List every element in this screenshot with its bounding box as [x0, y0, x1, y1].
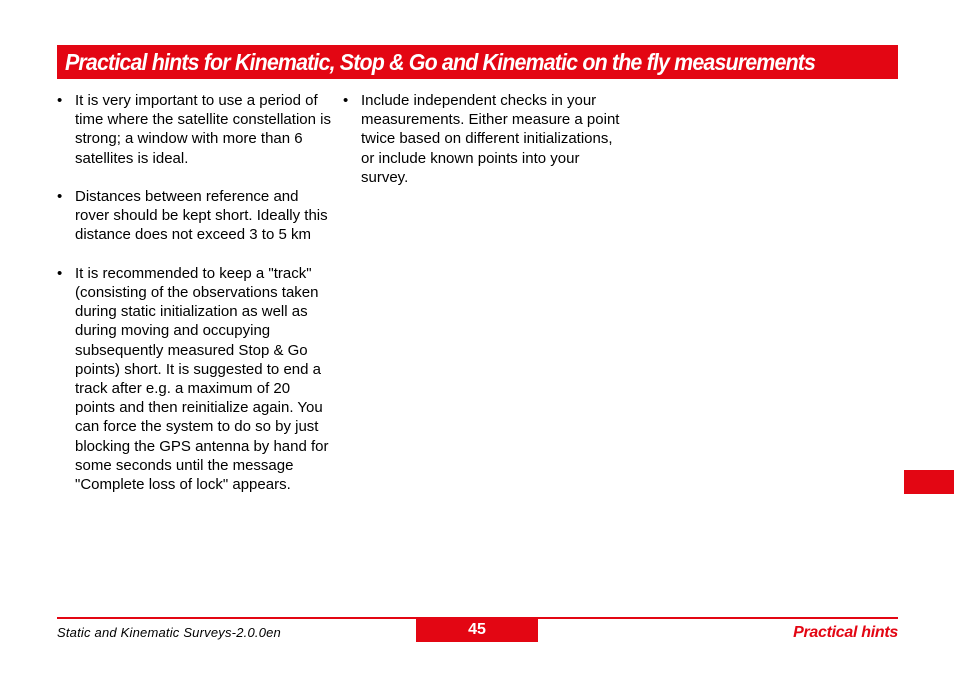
list-item-text: Distances between reference and rover should be kept short. Ideally this distance does not exceed 3 to 5 km: [75, 188, 328, 244]
title-bar: [57, 45, 898, 79]
bullet-icon: •: [343, 92, 349, 109]
list-item: [57, 91, 332, 168]
bullet-icon: •: [57, 188, 63, 205]
middle-column: [343, 91, 623, 206]
list-item: [57, 187, 332, 245]
list-item-text: It is recommended to keep a "track" (consisting of the observations taken during static initialization as well as during moving and occupying subsequently measured Stop & Go points) short. It is suggested to end a track after e.g. a maximum of 20 points and then reinitialize again. You can force the system to do so by just blocking the GPS antenna by hand for some seconds until the message "Complete loss of lock" appears.: [75, 264, 329, 494]
left-column: [57, 91, 332, 513]
footer-section-name: Practical hints: [793, 624, 898, 641]
page-number: 45: [416, 619, 538, 642]
bullet-icon: •: [57, 92, 63, 109]
list-item: [57, 264, 332, 494]
list-item: [343, 91, 623, 187]
chapter-tab-marker: [904, 470, 954, 494]
list-item-text: It is very important to use a period of time where the satellite constellation is strong; a window with more than 6 satellites is ideal.: [75, 92, 331, 167]
footer-document-title: Static and Kinematic Surveys-2.0.0en: [57, 625, 281, 640]
page-title: Practical hints for Kinematic, Stop & Go and Kinematic on the fly measurements: [65, 48, 816, 75]
list-item-text: Include independent checks in your measurements. Either measure a point twice based on different initializations, or include known points into your survey.: [361, 92, 620, 186]
bullet-icon: •: [57, 264, 63, 282]
